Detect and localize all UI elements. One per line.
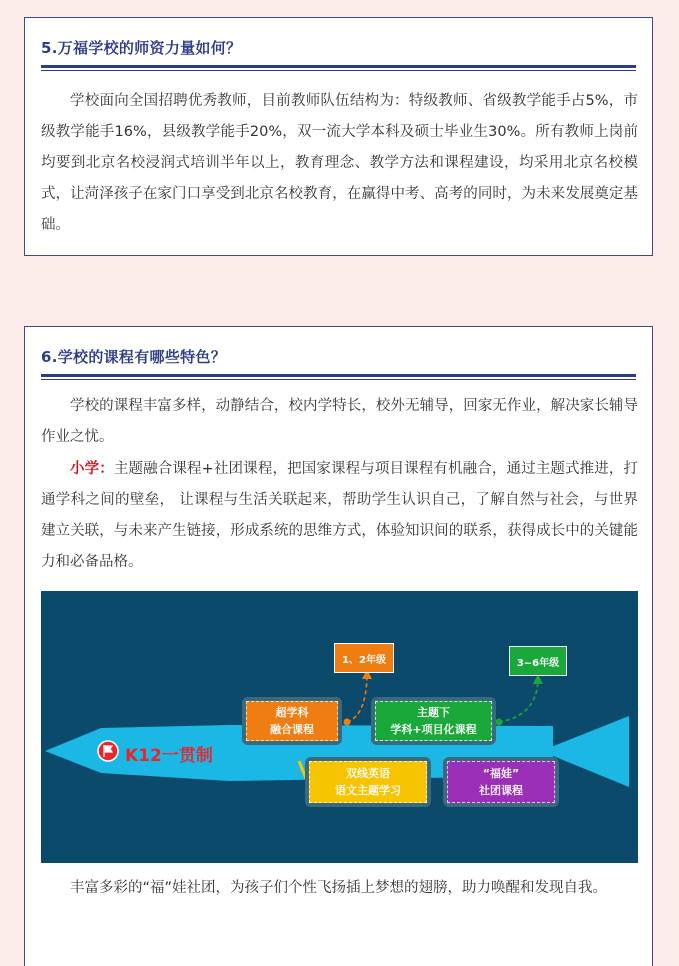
section-5-heading: 5.万福学校的师资力量如何？ <box>41 39 242 57</box>
heading-divider-thin <box>41 379 636 380</box>
cross-subject-line2: 融合课程 <box>270 723 314 736</box>
badge-grade-1-2: 1、2年级 <box>334 643 394 673</box>
green-connector <box>499 681 538 722</box>
fuwa-club-box <box>443 757 559 807</box>
fuwa-club-line1: “福娃” <box>482 767 520 780</box>
fuwa-club-line2: 社团课程 <box>479 784 523 797</box>
english-chinese-line1: 双线英语 <box>346 767 390 780</box>
section-6-intro: 学校的课程丰富多样，动静结合，校内学特长，校外无辅导，回家无作业，解决家长辅导作业之忧。 <box>41 398 638 445</box>
heading-divider-thin <box>41 70 636 71</box>
section-5-card <box>24 17 653 256</box>
primary-school-paragraph <box>41 454 638 578</box>
orange-connector-dot <box>344 719 351 726</box>
flag-icon <box>98 741 118 761</box>
heading-divider <box>41 374 636 377</box>
english-chinese-box <box>305 757 431 807</box>
orange-connector <box>347 676 367 722</box>
primary-school-label: 小学： <box>70 461 114 477</box>
section-5-paragraph: 学校面向全国招聘优秀教师，目前教师队伍结构为：特级教师、省级教学能手占5%，市级教学能手16%，县级教学能手20%，双一流大学本科及硕士毕业生30%。所有教师上岗前均要到北京名校浸润式培训半年以上，教育理念、教学方法和课程建设，均采用北京名校模式，让菏泽孩子在家门口享受到北京名校教育，在赢得中考、高考的同时，为未来发展奠定基础。 <box>41 93 638 233</box>
badge-grade-3-6: 3~6年级 <box>509 646 567 676</box>
english-chinese-line2: 语文主题学习 <box>335 784 401 797</box>
main-label: K12一贯制 <box>125 746 213 766</box>
green-connector-dot <box>496 719 503 726</box>
cross-subject-box <box>242 697 342 745</box>
heading-divider <box>41 65 636 68</box>
theme-project-line2: 学科+项目化课程 <box>390 723 477 736</box>
section-6-heading: 6.学校的课程有哪些特色？ <box>41 348 227 366</box>
primary-school-text: 主题融合课程+社团课程，把国家课程与项目课程有机融合，通过主题式推进，打通学科之间的壁垒， 让课程与生活关联起来，帮助学生认识自己，了解自然与社会，与世界建立关联，与未来产生链接，形成系统的思维方式，体验知识间的联系，获得成长中的关键能力和必备品格。 <box>41 461 638 570</box>
section-6-closing: 丰富多彩的“福”娃社团，为孩子们个性飞扬插上梦想的翅膀，助力唤醒和发现自我。 <box>70 880 608 896</box>
theme-project-line1: 主题下 <box>417 706 450 719</box>
theme-project-box <box>371 697 496 745</box>
cross-subject-line1: 超学科 <box>275 706 309 719</box>
section-6-card <box>24 326 653 966</box>
curriculum-diagram <box>41 591 638 863</box>
